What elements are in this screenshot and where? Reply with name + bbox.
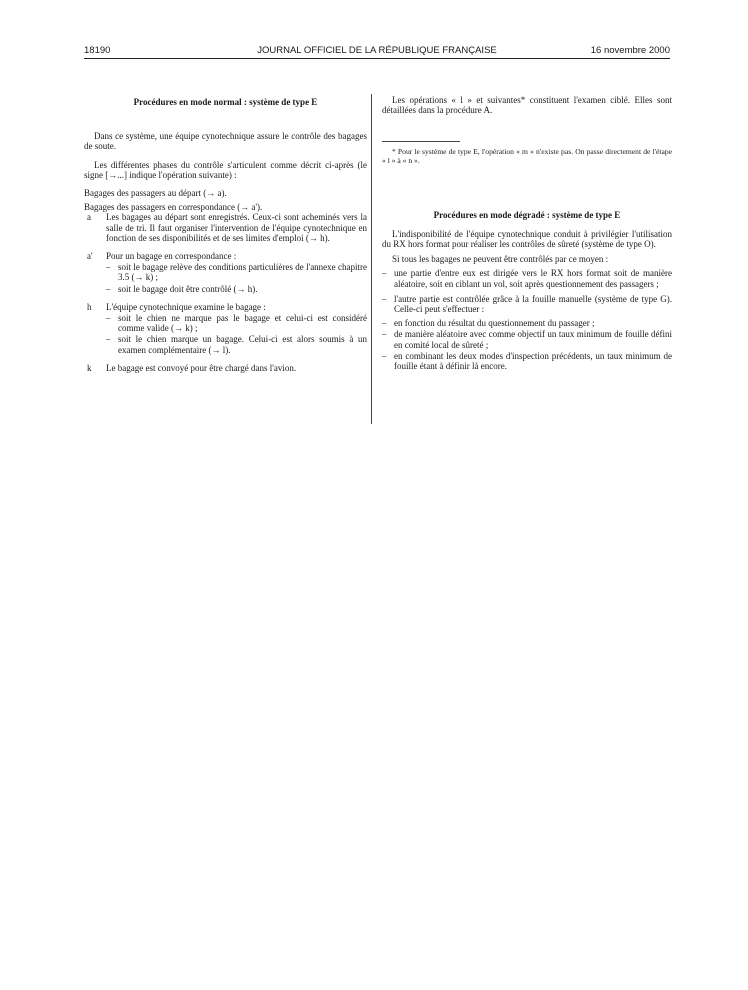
step-label: h (87, 301, 92, 312)
paragraph: L'indisponibilité de l'équipe cynotechnique conduit à privilégier l'utilisation du RX hors format pour réaliser les contrôles de sûreté (système de type O). (382, 228, 672, 249)
dash-item: – une partie d'entre eux est dirigée vers le RX hors format soit de manière aléatoire, soit en ciblant un vol, soit après questionnement des passagers ; (382, 268, 672, 288)
step-h (84, 302, 367, 355)
dash-item: – soit le chien marque un bagage. Celui-ci est alors soumis à un examen complémentaire (→ l). (106, 334, 367, 354)
paragraph: Si tous les bagages ne peuvent être contrôlés par ce moyen : (392, 254, 609, 265)
footnote: * Pour le système de type E, l'opération « m » n'existe pas. On passe directement de l'étape « l » à « n ». (382, 147, 672, 165)
dash-item: – en combinant les deux modes d'inspection précédents, un taux minimum de fouille étant à définir là encore. (382, 351, 672, 371)
page-number: 18190 (84, 45, 111, 56)
left-column (84, 97, 367, 381)
paragraph: Bagages des passagers au départ (→ a). (84, 188, 227, 199)
section-heading-normal-mode: Procédures en mode normal : système de type E (133, 97, 318, 107)
paragraph: Les différentes phases du contrôle s'articulent comme décrit ci-après (le signe [→...] indique l'opération suivante) : (84, 159, 367, 180)
step-k (84, 363, 367, 373)
dash-item: – soit le bagage relève des conditions particulières de l'annexe chapitre 3.5 (→ k) ; (106, 262, 367, 282)
step-text: Pour un bagage en correspondance : (106, 251, 237, 262)
column-divider (371, 94, 372, 424)
header-rule (84, 58, 670, 59)
step-label: a (87, 212, 91, 223)
paragraph: Dans ce système, une équipe cynotechnique assure le contrôle des bagages de soute. (84, 131, 367, 152)
dash-item: – en fonction du résultat du questionnement du passager ; (382, 318, 672, 328)
step-a (84, 212, 367, 243)
paragraph: Bagages des passagers en correspondance (→ a'). (84, 202, 263, 213)
step-text: Le bagage est convoyé pour être chargé dans l'avion. (106, 362, 297, 373)
step-text: L'équipe cynotechnique examine le bagage : (106, 301, 266, 312)
step-text: Les bagages au départ sont enregistrés. Ceux-ci sont acheminés vers la salle de tri. Il faut organiser l'intervention de l'équipe cynotechnique en fonction de ses disponibilités et de ses limites d'emploi (→ h). (106, 212, 367, 243)
dash-item: – de manière aléatoire avec comme objectif un taux minimum de fouille défini en comité local de sûreté ; (382, 329, 672, 349)
paragraph: Les opérations « l » et suivantes* constituent l'examen ciblé. Elles sont détaillées dans la procédure A. (382, 95, 672, 116)
dash-item: – soit le bagage doit être contrôlé (→ h). (106, 284, 367, 294)
step-a-prime (84, 251, 367, 294)
step-label: a' (87, 251, 93, 262)
page-header (84, 45, 670, 59)
step-label: k (87, 362, 92, 373)
dash-item: – l'autre partie est contrôlée grâce à la fouille manuelle (système de type G). Celle-ci peut s'effectuer : (382, 294, 672, 314)
section-heading-degraded-mode: Procédures en mode dégradé : système de type E (433, 209, 621, 220)
right-column (382, 95, 672, 371)
footnote-rule (382, 141, 460, 142)
publication-date: 16 novembre 2000 (590, 45, 670, 56)
journal-title: JOURNAL OFFICIEL DE LA RÉPUBLIQUE FRANÇAISE (257, 45, 497, 56)
dash-item: – soit le chien ne marque pas le bagage et celui-ci est considéré comme valide (→ k) ; (106, 313, 367, 333)
